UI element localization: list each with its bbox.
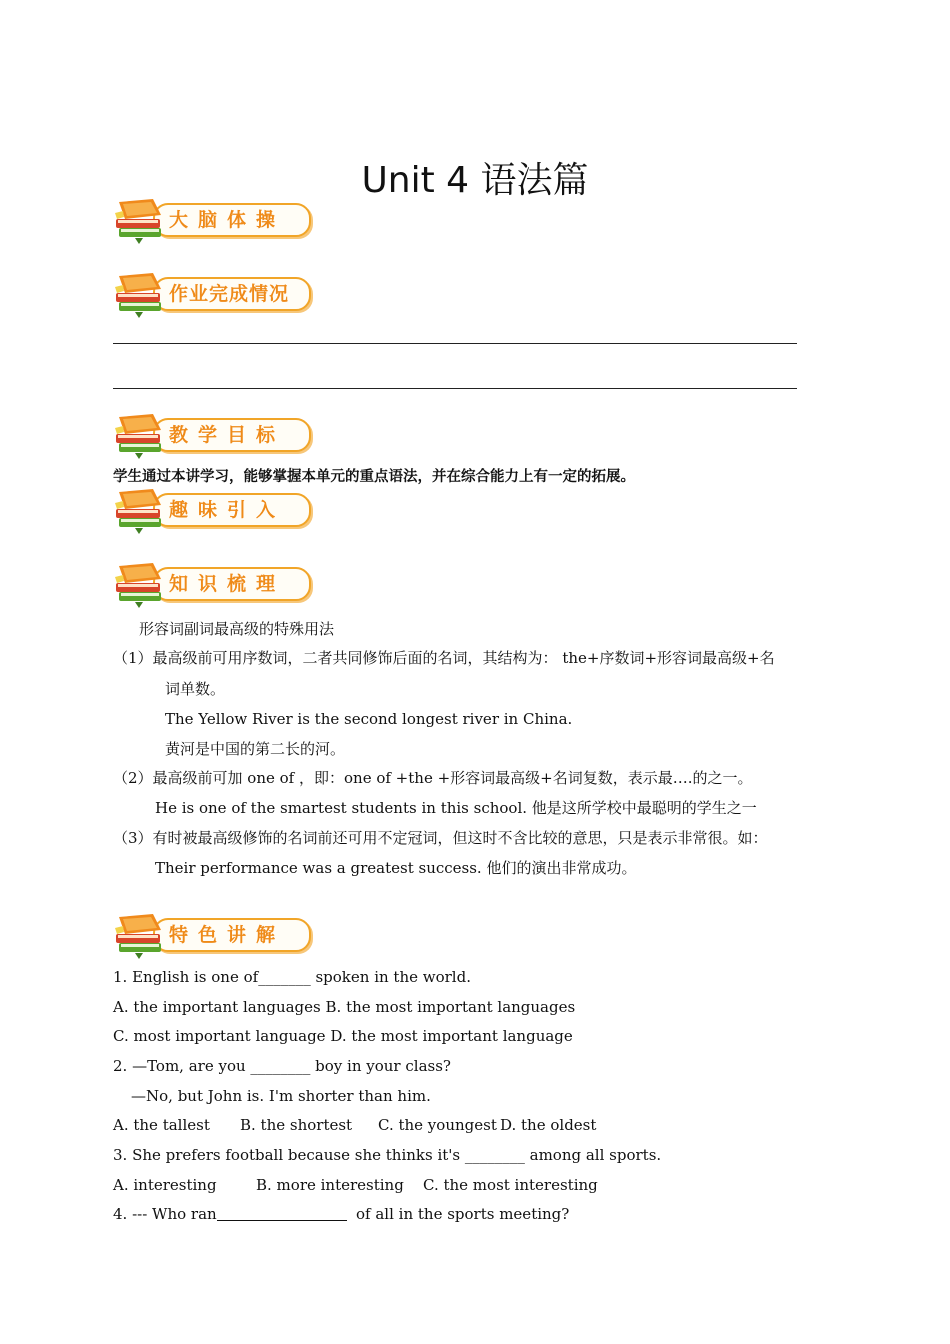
banner-label: 知识梳理 (169, 573, 286, 595)
question-3-option-b: B. more interesting (256, 1176, 404, 1194)
books-icon (113, 272, 171, 318)
section-banner-goals (113, 413, 309, 459)
rule-1-example-zh: 黄河是中国的第二长的河。 (165, 740, 346, 758)
question-1-options-ab: A. the important languages B. the most important languages (113, 998, 576, 1016)
question-2: 2. —Tom, are you ________ boy in your class? (113, 1057, 451, 1075)
section-banner-feature (113, 913, 309, 959)
banner-label: 特色讲解 (169, 924, 286, 946)
banner-label: 大脑体操 (169, 209, 286, 231)
knowledge-heading: 形容词副词最高级的特殊用法 (139, 620, 335, 638)
rule-2-text: （2）最高级前可加 one of ，即：one of +the +形容词最高级+名词复数，表示最….的之一。 (113, 769, 753, 787)
question-2-reply: —No, but John is. I'm shorter than him. (131, 1087, 431, 1105)
goal-text: 学生通过本讲学习，能够掌握本单元的重点语法，并在综合能力上有一定的拓展。 (113, 469, 635, 485)
question-1: 1. English is one of_______ spoken in the world. (113, 968, 471, 986)
question-2-option-b: B. the shortest (240, 1116, 353, 1134)
rule-2-example: He is one of the smartest students in this school. 他是这所学校中最聪明的学生之一 (155, 799, 757, 817)
section-banner-knowledge (113, 562, 309, 608)
answer-line (113, 388, 797, 389)
question-1-options-cd: C. most important language D. the most important language (113, 1027, 573, 1045)
banner-label: 趣味引入 (169, 499, 286, 521)
section-banner-brain (113, 198, 309, 244)
banner-label: 教学目标 (169, 424, 286, 446)
question-3-option-c: C. the most interesting (423, 1176, 598, 1194)
books-icon (113, 488, 171, 534)
question-2-option-a: A. the tallest (113, 1116, 210, 1134)
books-icon (113, 413, 171, 459)
section-banner-homework (113, 272, 309, 318)
question-2-option-d: D. the oldest (500, 1116, 597, 1134)
question-4-prefix: 4. --- Who ran (113, 1205, 217, 1223)
question-4-suffix: of all in the sports meeting? (356, 1205, 570, 1223)
books-icon (113, 913, 171, 959)
books-icon (113, 198, 171, 244)
rule-3-example: Their performance was a greatest success. 他们的演出非常成功。 (155, 859, 637, 877)
rule-1-example-en: The Yellow River is the second longest river in China. (165, 710, 573, 728)
books-icon (113, 562, 171, 608)
question-4-blank (217, 1220, 347, 1221)
rule-1-text-cont: 词单数。 (165, 680, 226, 698)
rule-3-text: （3）有时被最高级修饰的名词前还可用不定冠词，但这时不含比较的意思，只是表示非常很。如： (113, 829, 768, 847)
page-title: Unit 4 语法篇 (361, 160, 589, 201)
answer-line (113, 343, 797, 344)
question-3-option-a: A. interesting (113, 1176, 217, 1194)
banner-label: 作业完成情况 (169, 283, 290, 305)
section-banner-intro (113, 488, 309, 534)
question-3: 3. She prefers football because she thinks it's ________ among all sports. (113, 1146, 662, 1164)
question-2-option-c: C. the youngest (378, 1116, 497, 1134)
rule-1-text: （1）最高级前可用序数词，二者共同修饰后面的名词，其结构为： the+序数词+形容词最高级+名 (113, 649, 775, 667)
